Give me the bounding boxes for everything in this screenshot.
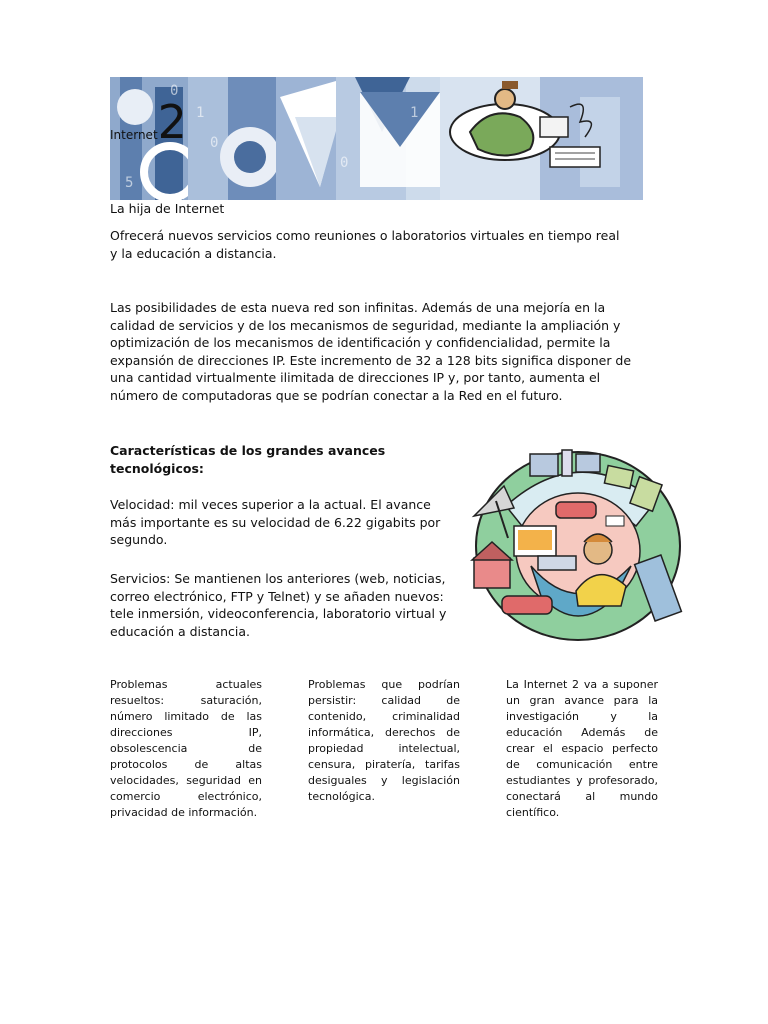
speed-paragraph: Velocidad: mil veces superior a la actual. El avance más importante es su velocidad de 6.22 gigabits por segundo.: [110, 497, 441, 548]
header-banner: [110, 77, 643, 200]
svg-text:0: 0: [210, 135, 219, 151]
banner-collage-image: [110, 77, 643, 200]
intro-paragraph: Ofrecerá nuevos servicios como reuniones o laboratorios virtuales en tiempo real y la educación a distancia.: [110, 228, 620, 261]
svg-text:5: 5: [125, 175, 134, 191]
subtitle: La hija de Internet: [110, 201, 225, 216]
svg-text:1: 1: [410, 105, 419, 121]
resolved-problems-column: Problemas actuales resueltos: saturación, número limitado de las direcciones IP, obsolescencia de protocolos de altas velocidades, seguridad en comercio electrónico, privacidad de información.: [110, 678, 262, 819]
svg-text:1: 1: [196, 105, 205, 121]
banner-title-number: 2: [157, 95, 187, 149]
persisting-problems-column: Problemas que podrían persistir: calidad de contenido, criminalidad informática, derechos de propiedad intelectual, censura, piratería, tarifas desiguales y legislación tecnológica.: [308, 678, 460, 803]
internet-illustration: [466, 446, 684, 642]
services-paragraph: Servicios: Se mantienen los anteriores (web, noticias, correo electrónico, FTP y Telnet) y se añaden nuevos: tele inmersión, videoconferencia, laboratorio virtual y educación a distancia.: [110, 571, 447, 639]
impact-column: La Internet 2 va a suponer un gran avance para la investigación y la educación Además de crear el espacio perfecto de comunicación entre estudiantes y profesorado, conectará al mundo científico.: [506, 678, 658, 819]
svg-text:0: 0: [170, 83, 179, 99]
banner-title-word: Internet: [110, 128, 158, 142]
features-heading: Características de los grandes avances tecnológicos:: [110, 443, 386, 476]
banner-title: [110, 95, 187, 149]
svg-text:0: 0: [340, 155, 349, 171]
possibilities-paragraph: Las posibilidades de esta nueva red son infinitas. Además de una mejoría en la calidad de servicios y de los mecanismos de seguridad, mediante la ampliación y optimización de los mecanismos de identificación y confidencialidad, permite la expansión de direcciones IP. Este incremento de 32 a 128 bits significa disponer de una cantidad virtualmente ilimitada de direcciones IP y, por tanto, aumenta el número de computadoras que se podrían conectar a la Red en el futuro.: [110, 300, 632, 403]
